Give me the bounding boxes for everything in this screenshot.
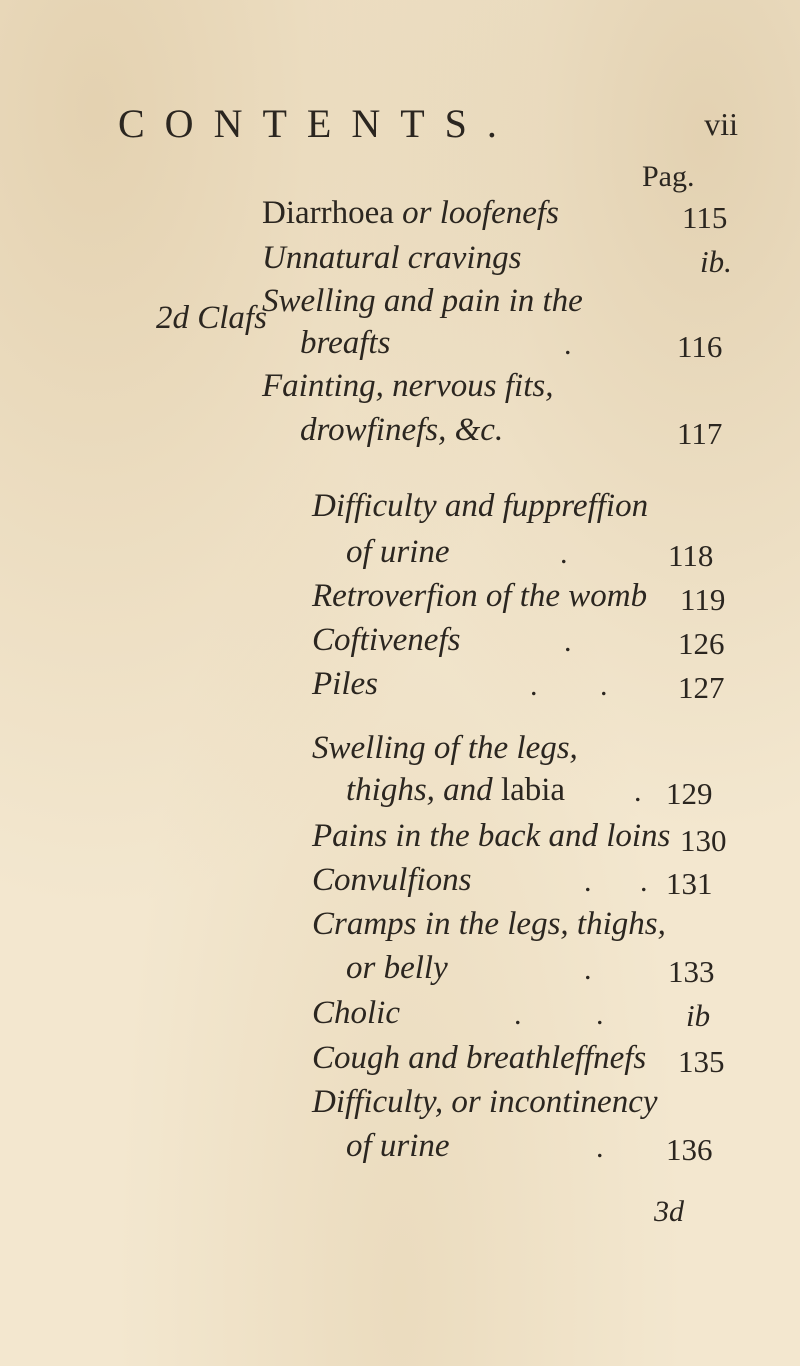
toc-entry: Difficulty, or incontinency [312,1084,658,1120]
class-label: 2d Clafs [156,300,267,336]
catchword: 3d [654,1195,684,1228]
toc-page: 119 [680,582,726,617]
toc-entry: of urine [346,534,450,570]
toc-page: ib [686,998,711,1033]
toc-page: 117 [677,416,723,451]
toc-page: 133 [668,954,715,989]
page-number: vii [704,106,738,142]
toc-entry: Cholic [312,995,400,1031]
toc-entry: or belly [346,950,448,986]
toc-page: 136 [666,1132,713,1167]
toc-entry: of urine [346,1128,450,1164]
toc-entry: Convulfions [312,862,472,898]
page-header [118,100,738,146]
toc-page: 126 [678,626,725,661]
toc-entry: Difficulty and fuppreffion [312,488,649,524]
toc-entry: Diarrhoea or loofenefs [262,195,559,231]
toc-entry: Swelling and pain in the [262,283,583,319]
toc-entry: Unnatural cravings [262,240,522,276]
toc-page: 135 [678,1044,725,1079]
toc-entry: Coftivenefs [312,622,461,658]
toc-entry: Swelling of the legs, [312,730,578,766]
running-title: CONTENTS. [118,101,517,146]
toc-page: 115 [682,200,728,235]
toc-entry: thighs, and labia [346,772,566,808]
toc-entry: Retroverfion of the womb [312,578,648,614]
page-column-label: Pag. [642,160,695,193]
toc-page: 127 [678,670,725,705]
toc-entry: Cramps in the legs, thighs, [312,906,666,942]
toc-page: 131 [666,866,713,901]
toc-entry: Pains in the back and loins [312,818,671,854]
toc-page: 129 [666,776,713,811]
toc-entry: drowfinefs, &c. [300,412,504,448]
toc-entry: breafts [300,325,391,361]
toc-page: 116 [677,329,723,364]
toc-page: ib. [700,244,732,279]
toc-page: 130 [680,823,727,858]
toc-entry: Cough and breathleffnefs [312,1040,647,1076]
toc-entry: Piles [312,666,378,702]
toc-entry: Fainting, nervous fits, [262,368,554,404]
toc-page: 118 [668,538,714,573]
